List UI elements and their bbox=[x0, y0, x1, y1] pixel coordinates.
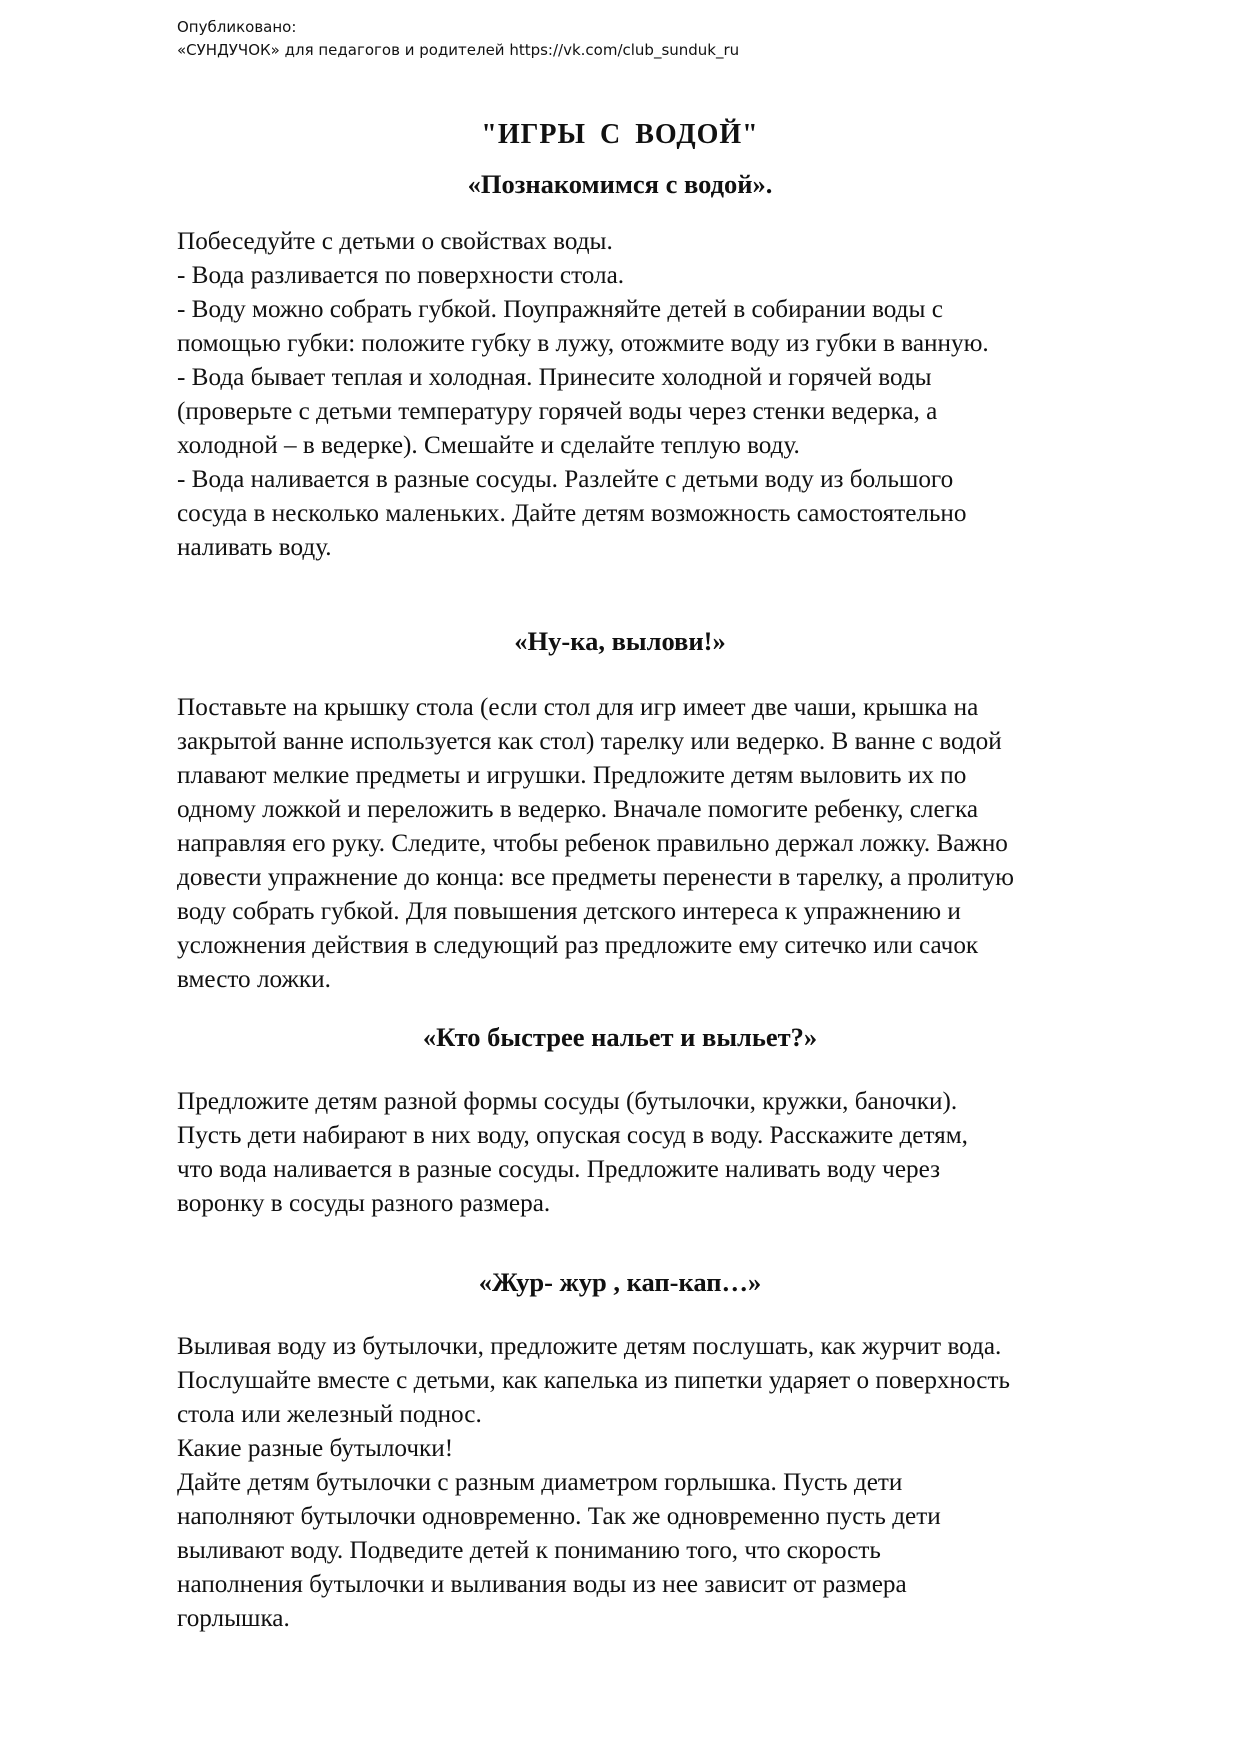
text-line: (проверьте с детьми температуру горячей воды через стенки ведерка, а bbox=[177, 398, 938, 425]
text-line: - Вода разливается по поверхности стола. bbox=[177, 262, 625, 289]
text-line: Пусть дети набирают в них воду, опуская сосуд в воду. Расскажите детям, bbox=[177, 1122, 968, 1149]
text-line: - Вода бывает теплая и холодная. Принесите холодной и горячей воды bbox=[177, 364, 932, 391]
section-body bbox=[177, 1085, 1177, 1221]
text-line: Дайте детям бутылочки с разным диаметром горлышка. Пусть дети bbox=[177, 1469, 903, 1496]
text-line: довести упражнение до конца: все предметы перенести в тарелку, а пролитую bbox=[177, 864, 1014, 891]
section-body bbox=[177, 225, 1177, 565]
text-line: воду собрать губкой. Для повышения детского интереса к упражнению и bbox=[177, 898, 961, 925]
text-line: холодной – в ведерке). Смешайте и сделайте теплую воду. bbox=[177, 432, 800, 459]
text-line: Какие разные бутылочки! bbox=[177, 1435, 454, 1462]
section-body bbox=[177, 691, 1177, 997]
text-line: - Воду можно собрать губкой. Поупражняйте детей в собирании воды с bbox=[177, 296, 943, 323]
section-heading: «Ну-ка, вылови!» bbox=[514, 626, 726, 656]
text-line: Предложите детям разной формы сосуды (бутылочки, кружки, баночки). bbox=[177, 1088, 958, 1115]
text-line: помощью губки: положите губку в лужу, отожмите воду из губки в ванную. bbox=[177, 330, 989, 357]
published-label: Опубликовано: bbox=[177, 18, 297, 36]
text-line: - Вода наливается в разные сосуды. Разлейте с детьми воду из большого bbox=[177, 466, 954, 493]
text-line: вместо ложки. bbox=[177, 966, 331, 993]
text-line: сосуда в несколько маленьких. Дайте детям возможность самостоятельно bbox=[177, 500, 967, 527]
section-body bbox=[177, 1330, 1177, 1636]
text-line: наполнения бутылочки и выливания воды из нее зависит от размера bbox=[177, 1571, 907, 1598]
text-line: стола или железный поднос. bbox=[177, 1401, 482, 1428]
text-line: выливают воду. Подведите детей к пониманию того, что скорость bbox=[177, 1537, 881, 1564]
text-line: направляя его руку. Следите, чтобы ребенок правильно держал ложку. Важно bbox=[177, 830, 1008, 857]
text-line: наливать воду. bbox=[177, 534, 332, 561]
text-line: плавают мелкие предметы и игрушки. Предложите детям выловить их по bbox=[177, 762, 967, 789]
section-heading: «Жур- жур , кап-кап…» bbox=[478, 1267, 762, 1297]
text-line: горлышка. bbox=[177, 1605, 290, 1632]
publication-header bbox=[177, 16, 739, 62]
text-line: Побеседуйте с детьми о свойствах воды. bbox=[177, 228, 613, 255]
section-heading: «Познакомимся с водой». bbox=[467, 169, 773, 199]
text-line: наполняют бутылочки одновременно. Так же одновременно пусть дети bbox=[177, 1503, 941, 1530]
source-line: «СУНДУЧОК» для педагогов и родителей https://vk.com/club_sunduk_ru bbox=[177, 41, 740, 59]
text-line: воронку в сосуды разного размера. bbox=[177, 1190, 551, 1217]
text-line: Послушайте вместе с детьми, как капелька из пипетки ударяет о поверхность bbox=[177, 1367, 1010, 1394]
section-heading: «Кто быстрее нальет и выльет?» bbox=[422, 1022, 818, 1052]
text-line: одному ложкой и переложить в ведерко. Вначале помогите ребенку, слегка bbox=[177, 796, 979, 823]
document-title: "ИГРЫ С ВОДОЙ" bbox=[481, 119, 759, 150]
text-line: Выливая воду из бутылочки, предложите детям послушать, как журчит вода. bbox=[177, 1333, 1002, 1360]
text-line: закрытой ванне используется как стол) тарелку или ведерко. В ванне с водой bbox=[177, 728, 1002, 755]
text-line: Поставьте на крышку стола (если стол для игр имеет две чаши, крышка на bbox=[177, 694, 979, 721]
text-line: усложнения действия в следующий раз предложите ему ситечко или сачок bbox=[177, 932, 979, 959]
text-line: что вода наливается в разные сосуды. Предложите наливать воду через bbox=[177, 1156, 941, 1183]
